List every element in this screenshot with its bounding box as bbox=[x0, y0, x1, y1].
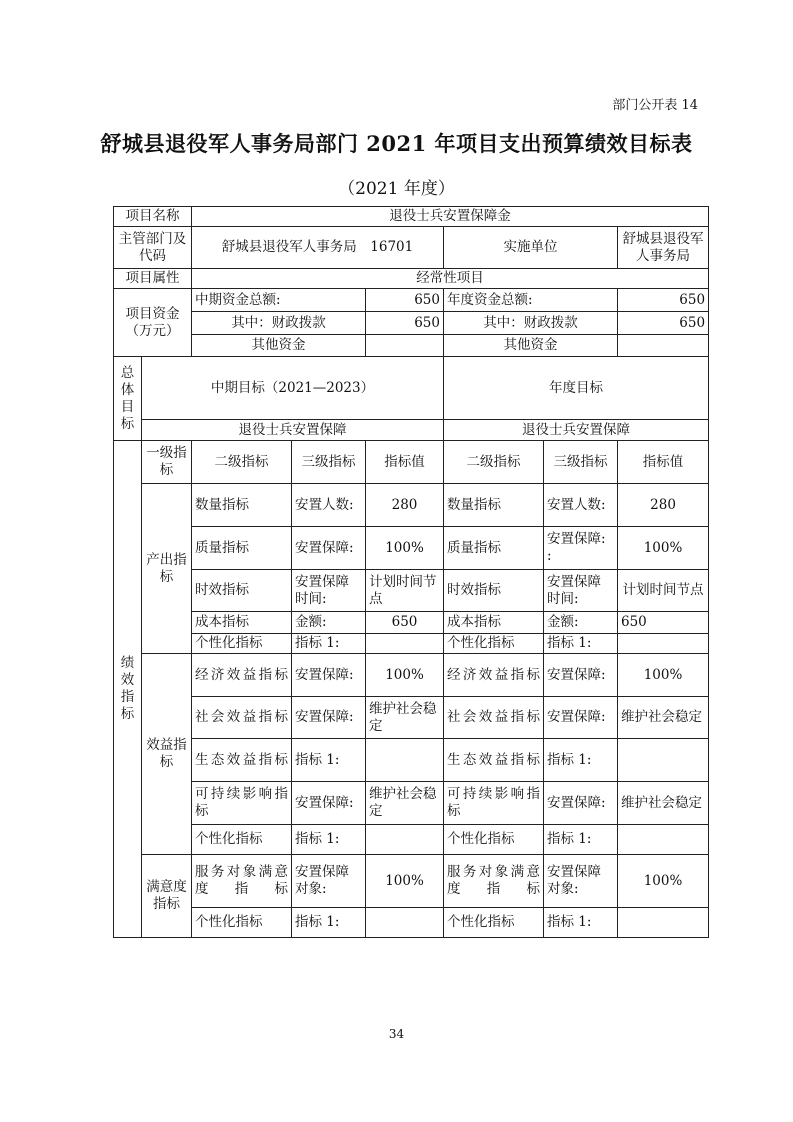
table-cell: 数量指标 bbox=[444, 484, 544, 527]
project-name: 退役士兵安置保障金 bbox=[192, 207, 709, 227]
table-cell: 可持续影响指标 bbox=[444, 782, 544, 825]
table-cell: 100% bbox=[618, 855, 709, 908]
table-cell: 质量指标 bbox=[192, 527, 292, 570]
year-other-label: 其他资金 bbox=[444, 335, 618, 357]
mid-total-value: 650 bbox=[366, 289, 444, 312]
table-cell: 指标 1: bbox=[544, 634, 618, 654]
table-cell: 时效指标 bbox=[192, 570, 292, 612]
table-cell: 安置人数: bbox=[544, 484, 618, 527]
table-cell: 650 bbox=[366, 612, 444, 634]
table-cell: 个性化指标 bbox=[192, 634, 292, 654]
year-goal-label: 年度目标 bbox=[444, 357, 709, 420]
table-cell: 指标 1: bbox=[544, 739, 618, 782]
mid-other-value bbox=[366, 335, 444, 357]
table-cell: 计划时间节点 bbox=[366, 570, 444, 612]
mid-goal-label: 中期目标（2021—2023） bbox=[142, 357, 444, 420]
mid-level3-header: 三级指标 bbox=[292, 441, 366, 484]
table-cell: 650 bbox=[618, 612, 709, 634]
year-fiscal-label: 其中：财政拨款 bbox=[444, 312, 618, 335]
year-value-header: 指标值 bbox=[618, 441, 709, 484]
benefit-indicator-label: 效益指标 bbox=[142, 654, 192, 855]
year-other-value bbox=[618, 335, 709, 357]
mid-goal-text: 退役士兵安置保障 bbox=[142, 420, 444, 441]
year-level3-header: 三级指标 bbox=[544, 441, 618, 484]
table-cell: 100% bbox=[618, 527, 709, 570]
table-cell: 安置保障: bbox=[292, 527, 366, 570]
table-cell: 维护社会稳定 bbox=[618, 697, 709, 739]
department-value: 舒城县退役军人事务局 16701 bbox=[192, 227, 444, 269]
table-cell bbox=[618, 634, 709, 654]
page-title: 舒城县退役军人事务局部门 2021 年项目支出预算绩效目标表 bbox=[100, 131, 693, 156]
table-cell: 个性化指标 bbox=[444, 634, 544, 654]
table-cell bbox=[618, 739, 709, 782]
table-cell: 安置保障时间: bbox=[544, 570, 618, 612]
table-cell: 指标 1: bbox=[544, 825, 618, 855]
table-cell: 个性化指标 bbox=[444, 825, 544, 855]
table-cell bbox=[618, 908, 709, 938]
performance-indicator-label: 绩效指标 bbox=[114, 441, 142, 938]
table-cell: 社会效益指标 bbox=[192, 697, 292, 739]
table-cell: 维护社会稳定 bbox=[366, 697, 444, 739]
table-cell: 安置人数: bbox=[292, 484, 366, 527]
table-cell: 280 bbox=[366, 484, 444, 527]
mid-total-label: 中期资金总额: bbox=[192, 289, 366, 312]
satisfaction-indicator-label: 满意度指标 bbox=[142, 855, 192, 938]
table-cell bbox=[366, 739, 444, 782]
table-cell: 100% bbox=[366, 855, 444, 908]
table-cell: 时效指标 bbox=[444, 570, 544, 612]
table-cell: 维护社会稳定 bbox=[366, 782, 444, 825]
table-cell: 280 bbox=[618, 484, 709, 527]
table-cell: 金额: bbox=[292, 612, 366, 634]
year-total-label: 年度资金总额: bbox=[444, 289, 618, 312]
table-cell: 个性化指标 bbox=[192, 825, 292, 855]
table-cell: 个性化指标 bbox=[192, 908, 292, 938]
performance-target-table bbox=[113, 206, 709, 938]
table-cell: 安置保障: bbox=[292, 782, 366, 825]
table-cell bbox=[366, 908, 444, 938]
table-cell: 社会效益指标 bbox=[444, 697, 544, 739]
overall-goal-label: 总体目标 bbox=[114, 357, 142, 441]
level1-header: 一级指标 bbox=[142, 441, 192, 484]
table-cell: 服务对象满意度指标 bbox=[444, 855, 544, 908]
table-cell: 安置保障对象: bbox=[292, 855, 366, 908]
table-cell: 服务对象满意度指标 bbox=[192, 855, 292, 908]
table-cell bbox=[618, 825, 709, 855]
table-cell: 成本指标 bbox=[192, 612, 292, 634]
table-cell: 安置保障: bbox=[544, 654, 618, 697]
mid-other-label: 其他资金 bbox=[192, 335, 366, 357]
mid-level2-header: 二级指标 bbox=[192, 441, 292, 484]
table-cell: 100% bbox=[366, 654, 444, 697]
project-name-label: 项目名称 bbox=[114, 207, 192, 227]
table-cell: 100% bbox=[366, 527, 444, 570]
project-funds-label: 项目资金（万元） bbox=[114, 289, 192, 357]
page-number: 34 bbox=[388, 1027, 405, 1041]
table-cell: 质量指标 bbox=[444, 527, 544, 570]
page-subtitle: （2021 年度） bbox=[338, 179, 455, 199]
table-cell: 安置保障时间: bbox=[292, 570, 366, 612]
table-cell: 安置保障: bbox=[292, 654, 366, 697]
table-cell: 指标 1: bbox=[544, 908, 618, 938]
table-cell: 经济效益指标 bbox=[192, 654, 292, 697]
mid-value-header: 指标值 bbox=[366, 441, 444, 484]
year-fiscal-value: 650 bbox=[618, 312, 709, 335]
table-cell: 安置保障: bbox=[544, 697, 618, 739]
table-cell: 指标 1: bbox=[292, 739, 366, 782]
table-cell: 安置保障: bbox=[544, 782, 618, 825]
table-cell bbox=[366, 634, 444, 654]
table-cell: 100% bbox=[618, 654, 709, 697]
table-cell: 安置保障对象: bbox=[544, 855, 618, 908]
table-cell: 可持续影响指标 bbox=[192, 782, 292, 825]
table-cell: 指标 1: bbox=[292, 908, 366, 938]
table-cell: 生态效益指标 bbox=[444, 739, 544, 782]
implementing-unit-label: 实施单位 bbox=[444, 227, 618, 269]
year-total-value: 650 bbox=[618, 289, 709, 312]
document-number: 部门公开表 14 bbox=[612, 98, 698, 113]
table-cell: 安置保障: bbox=[292, 697, 366, 739]
table-cell: 经济效益指标 bbox=[444, 654, 544, 697]
table-cell: 生态效益指标 bbox=[192, 739, 292, 782]
table-cell: 数量指标 bbox=[192, 484, 292, 527]
project-attribute: 经常性项目 bbox=[192, 269, 709, 289]
implementing-unit-value: 舒城县退役军人事务局 bbox=[618, 227, 709, 269]
year-goal-text: 退役士兵安置保障 bbox=[444, 420, 709, 441]
table-cell bbox=[366, 825, 444, 855]
department-label: 主管部门及代码 bbox=[114, 227, 192, 269]
mid-fiscal-value: 650 bbox=[366, 312, 444, 335]
table-cell: 指标 1: bbox=[292, 825, 366, 855]
table-cell: 安置保障: : bbox=[544, 527, 618, 570]
output-indicator-label: 产出指标 bbox=[142, 484, 192, 654]
table-cell: 金额: bbox=[544, 612, 618, 634]
project-attribute-label: 项目属性 bbox=[114, 269, 192, 289]
year-level2-header: 二级指标 bbox=[444, 441, 544, 484]
table-cell: 计划时间节点 bbox=[618, 570, 709, 612]
table-cell: 维护社会稳定 bbox=[618, 782, 709, 825]
table-cell: 个性化指标 bbox=[444, 908, 544, 938]
table-cell: 成本指标 bbox=[444, 612, 544, 634]
mid-fiscal-label: 其中：财政拨款 bbox=[192, 312, 366, 335]
table-cell: 指标 1: bbox=[292, 634, 366, 654]
